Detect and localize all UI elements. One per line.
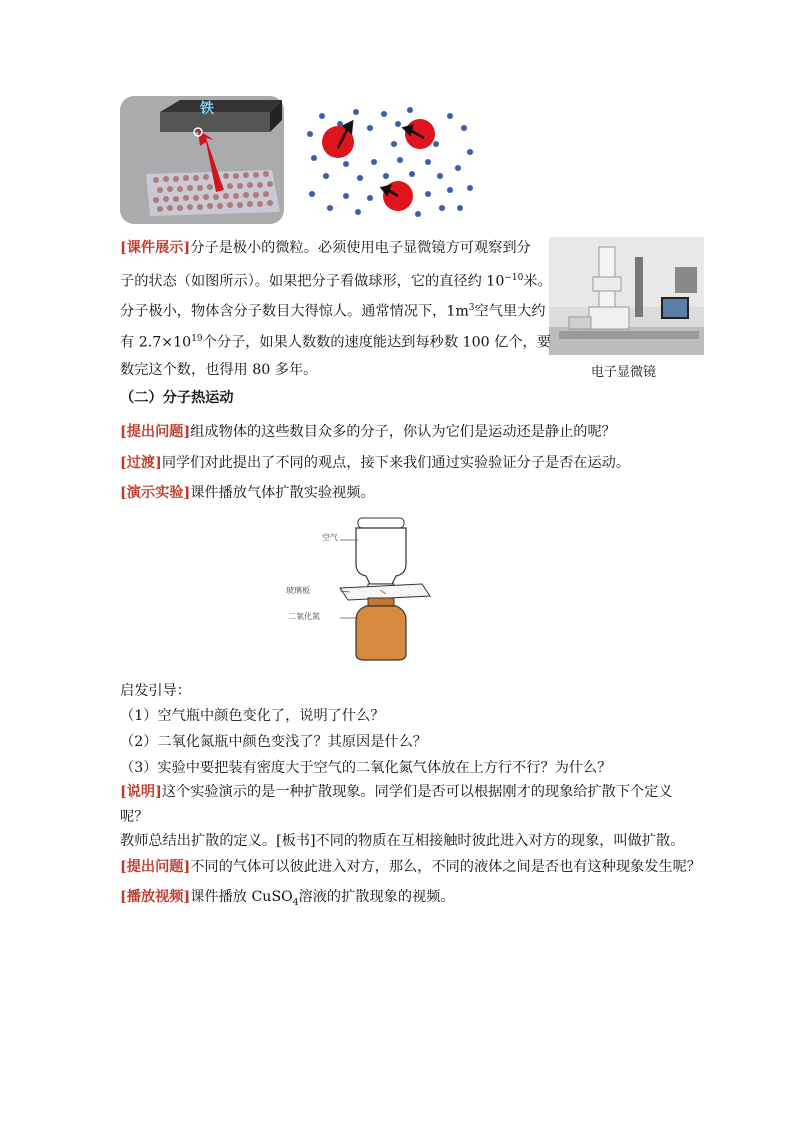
transition-line: [过渡]同学们对此提出了不同的观点，接下来我们通过实验验证分子是否在运动。 [120, 455, 631, 471]
air-label: 空气 [322, 533, 338, 542]
explain-line: 呢？ [120, 809, 149, 825]
electron-microscope-photo [549, 237, 704, 355]
question-line: [提出问题]不同的气体可以彼此进入对方，那么，不同的液体之间是否也有这种现象发生呢？ [120, 859, 701, 875]
summary-line: 教师总结出扩散的定义。[板书]不同的物质在互相接触时彼此进入对方的现象，叫做扩散。 [120, 833, 685, 849]
video-tag: [播放视频] [120, 889, 191, 905]
demo-line: [演示实验]课件播放气体扩散实验视频。 [120, 485, 375, 501]
demo-tag: [演示实验] [120, 485, 191, 501]
glass-plate-label: 玻璃板 [286, 586, 310, 595]
paragraph-line: 数完这个数，也得用 80 多年。 [120, 362, 318, 378]
iron-molecules-figure [120, 96, 284, 224]
guide-item: （1）空气瓶中颜色变化了，说明了什么？ [120, 708, 385, 724]
paragraph-line: 分子极小，物体含分子数目大得惊人。通常情况下，$1m^3$空气里大约 [120, 303, 546, 320]
question-tag: [提出问题] [120, 424, 191, 440]
gas-diffusion-figure [286, 514, 450, 664]
section-heading: （二）分子热运动 [120, 390, 234, 406]
transition-tag: [过渡] [120, 455, 162, 471]
guide-item: （3）实验中要把装有密度大于空气的二氧化氮气体放在上方行不行？为什么？ [120, 760, 612, 776]
question-line: [提出问题]组成物体的这些数目众多的分子，你认为它们是运动还是静止的呢？ [120, 424, 616, 440]
question-tag: [提出问题] [120, 859, 191, 875]
iron-label: 铁 [200, 101, 214, 117]
gas-molecules-figure [300, 104, 478, 222]
paragraph-line: [课件展示]分子是极小的微粒。必须使用电子显微镜方可观察到分 [120, 240, 531, 256]
guide-title: 启发引导： [120, 683, 191, 699]
explain-tag: [说明] [120, 784, 162, 800]
no2-label: 二氧化氮 [288, 612, 320, 621]
explain-line: [说明]这个实验演示的是一种扩散现象。同学们是否可以根据刚才的现象给扩散下个定义 [120, 784, 673, 800]
paragraph-line: 子的状态（如图所示）。如果把分子看做球形，它的直径约 $10^{-10}$米。 [120, 273, 552, 290]
microscope-caption: 电子显微镜 [591, 365, 657, 380]
guide-item: （2）二氧化氮瓶中颜色变浅了？其原因是什么？ [120, 734, 427, 750]
courseware-tag: [课件展示] [120, 240, 191, 256]
paragraph-line: 有 $2.7\times 10^{19}$个分子，如果人数数的速度能达到每秒数 100 亿个，要 [120, 334, 551, 351]
video-line: [播放视频]课件播放 CuSO$_4$溶液的扩散现象的视频。 [120, 889, 455, 908]
